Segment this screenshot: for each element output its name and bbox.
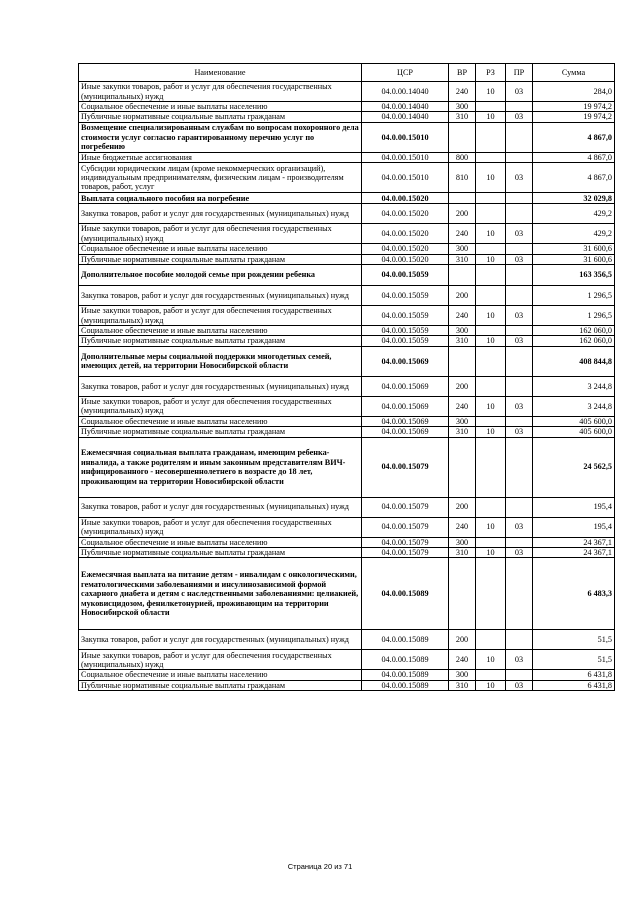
table-row [79, 548, 615, 558]
budget-table [78, 63, 615, 691]
cell-vr: 300 [449, 670, 476, 680]
cell-pr: 03 [506, 163, 533, 193]
cell-rz [476, 630, 506, 650]
table-row [79, 163, 615, 193]
header-name: Наименование [79, 64, 362, 82]
cell-csr: 04.0.00.15079 [362, 548, 449, 558]
cell-csr: 04.0.00.15059 [362, 306, 449, 326]
cell-pr [506, 558, 533, 630]
header-csr: ЦСР [362, 64, 449, 82]
cell-rz [476, 286, 506, 306]
table-row [79, 224, 615, 244]
cell-vr: 300 [449, 102, 476, 112]
cell-sum: 3 244,8 [533, 396, 615, 416]
cell-sum: 1 296,5 [533, 306, 615, 326]
cell-pr [506, 102, 533, 112]
table-row [79, 193, 615, 204]
table-row [79, 336, 615, 346]
cell-csr: 04.0.00.14040 [362, 112, 449, 122]
cell-name: Иные закупки товаров, работ и услуг для обеспечения государственных (муниципальных) нужд [79, 306, 362, 326]
cell-rz: 10 [476, 336, 506, 346]
cell-name: Возмещение специализированным службам по вопросам похоронного дела стоимости услуг согласно гарантированному перечню услуг по погребению [79, 122, 362, 152]
table-body [79, 82, 615, 691]
cell-csr: 04.0.00.15069 [362, 376, 449, 396]
cell-name: Закупка товаров, работ и услуг для государственных (муниципальных) нужд [79, 286, 362, 306]
cell-sum: 4 867,0 [533, 122, 615, 152]
cell-csr: 04.0.00.15020 [362, 224, 449, 244]
cell-pr: 03 [506, 254, 533, 264]
cell-vr: 310 [449, 254, 476, 264]
cell-pr [506, 286, 533, 306]
cell-vr: 200 [449, 376, 476, 396]
cell-pr: 03 [506, 517, 533, 537]
cell-rz: 10 [476, 224, 506, 244]
cell-sum: 1 296,5 [533, 286, 615, 306]
cell-vr: 800 [449, 152, 476, 162]
cell-name: Публичные нормативные социальные выплаты гражданам [79, 427, 362, 437]
cell-csr: 04.0.00.15089 [362, 630, 449, 650]
cell-name: Социальное обеспечение и иные выплаты населению [79, 326, 362, 336]
cell-csr: 04.0.00.15020 [362, 193, 449, 204]
cell-pr: 03 [506, 336, 533, 346]
header-sum: Сумма [533, 64, 615, 82]
table-row [79, 102, 615, 112]
cell-csr: 04.0.00.15079 [362, 537, 449, 547]
cell-sum: 284,0 [533, 82, 615, 102]
cell-csr: 04.0.00.15089 [362, 650, 449, 670]
cell-name: Закупка товаров, работ и услуг для государственных (муниципальных) нужд [79, 497, 362, 517]
cell-name: Ежемесячная выплата на питание детям - инвалидам с онкологическими, гематологическими заболеваниями и инсулинозависимой формой сахарного диабета и детям с наследственными заболеваниями: целиакией, муковисцидозом, фенилкетонурией, проживающим на территории Новосибирской области [79, 558, 362, 630]
cell-rz [476, 122, 506, 152]
cell-name: Публичные нормативные социальные выплаты гражданам [79, 336, 362, 346]
cell-sum: 405 600,0 [533, 416, 615, 426]
cell-sum: 162 060,0 [533, 326, 615, 336]
cell-sum: 4 867,0 [533, 152, 615, 162]
cell-vr [449, 346, 476, 376]
table-row [79, 204, 615, 224]
cell-rz [476, 102, 506, 112]
cell-csr: 04.0.00.15010 [362, 163, 449, 193]
cell-csr: 04.0.00.14040 [362, 102, 449, 112]
cell-sum: 51,5 [533, 650, 615, 670]
table-row [79, 376, 615, 396]
table-row [79, 152, 615, 162]
cell-pr [506, 630, 533, 650]
cell-rz [476, 558, 506, 630]
table-row [79, 517, 615, 537]
cell-csr: 04.0.00.15020 [362, 254, 449, 264]
cell-rz: 10 [476, 396, 506, 416]
cell-name: Выплата социального пособия на погребение [79, 193, 362, 204]
table-row [79, 244, 615, 254]
cell-name: Публичные нормативные социальные выплаты гражданам [79, 254, 362, 264]
cell-csr: 04.0.00.15089 [362, 670, 449, 680]
cell-pr [506, 376, 533, 396]
cell-name: Иные закупки товаров, работ и услуг для обеспечения государственных (муниципальных) нужд [79, 224, 362, 244]
cell-vr: 200 [449, 286, 476, 306]
table-row [79, 306, 615, 326]
cell-vr: 240 [449, 306, 476, 326]
cell-csr: 04.0.00.15010 [362, 122, 449, 152]
table-row [79, 680, 615, 690]
cell-rz [476, 346, 506, 376]
cell-vr: 240 [449, 82, 476, 102]
cell-pr [506, 416, 533, 426]
cell-vr: 300 [449, 326, 476, 336]
cell-pr [506, 346, 533, 376]
cell-vr [449, 265, 476, 286]
page-number: Страница 20 из 71 [287, 862, 353, 871]
cell-pr: 03 [506, 112, 533, 122]
cell-name: Дополнительные меры социальной поддержки многодетных семей, имеющих детей, на территории Новосибирской области [79, 346, 362, 376]
cell-sum: 19 974,2 [533, 102, 615, 112]
cell-sum: 19 974,2 [533, 112, 615, 122]
cell-vr: 300 [449, 244, 476, 254]
cell-pr: 03 [506, 680, 533, 690]
table-row [79, 427, 615, 437]
cell-name: Иные закупки товаров, работ и услуг для обеспечения государственных (муниципальных) нужд [79, 650, 362, 670]
cell-name: Иные закупки товаров, работ и услуг для обеспечения государственных (муниципальных) нужд [79, 82, 362, 102]
cell-rz: 10 [476, 427, 506, 437]
cell-vr: 240 [449, 224, 476, 244]
cell-rz [476, 244, 506, 254]
cell-csr: 04.0.00.15020 [362, 244, 449, 254]
cell-csr: 04.0.00.15089 [362, 558, 449, 630]
cell-pr: 03 [506, 396, 533, 416]
cell-rz [476, 152, 506, 162]
cell-pr [506, 537, 533, 547]
table-row [79, 558, 615, 630]
cell-rz: 10 [476, 163, 506, 193]
cell-name: Публичные нормативные социальные выплаты гражданам [79, 548, 362, 558]
cell-rz: 10 [476, 517, 506, 537]
cell-vr: 300 [449, 416, 476, 426]
table-row [79, 286, 615, 306]
cell-csr: 04.0.00.15089 [362, 680, 449, 690]
cell-name: Ежемесячная социальная выплата гражданам, имеющим ребенка-инвалида, а также родителям и иным законным представителям ВИЧ-инфицированного - несовершеннолетнего в возрасте до 18 лет, проживающим на территории Новосибирской области [79, 437, 362, 497]
cell-csr: 04.0.00.15079 [362, 497, 449, 517]
cell-csr: 04.0.00.15059 [362, 336, 449, 346]
cell-name: Социальное обеспечение и иные выплаты населению [79, 416, 362, 426]
cell-rz: 10 [476, 112, 506, 122]
cell-name: Социальное обеспечение и иные выплаты населению [79, 244, 362, 254]
cell-rz [476, 437, 506, 497]
header-rz: РЗ [476, 64, 506, 82]
cell-name: Социальное обеспечение и иные выплаты населению [79, 670, 362, 680]
cell-vr [449, 437, 476, 497]
cell-sum: 51,5 [533, 630, 615, 650]
cell-vr: 300 [449, 537, 476, 547]
cell-pr [506, 437, 533, 497]
cell-csr: 04.0.00.15059 [362, 326, 449, 336]
cell-pr [506, 326, 533, 336]
table-row [79, 416, 615, 426]
cell-sum: 195,4 [533, 517, 615, 537]
cell-vr: 240 [449, 517, 476, 537]
table-row [79, 254, 615, 264]
cell-rz [476, 265, 506, 286]
cell-pr [506, 204, 533, 224]
table-row [79, 396, 615, 416]
cell-name: Публичные нормативные социальные выплаты гражданам [79, 112, 362, 122]
cell-pr [506, 265, 533, 286]
cell-rz: 10 [476, 82, 506, 102]
table-header-row [79, 64, 615, 82]
header-pr: ПР [506, 64, 533, 82]
cell-csr: 04.0.00.14040 [362, 82, 449, 102]
cell-rz: 10 [476, 254, 506, 264]
cell-vr: 240 [449, 650, 476, 670]
cell-csr: 04.0.00.15069 [362, 427, 449, 437]
cell-pr [506, 244, 533, 254]
cell-sum: 6 483,3 [533, 558, 615, 630]
document-page [78, 63, 614, 691]
cell-sum: 405 600,0 [533, 427, 615, 437]
cell-sum: 6 431,8 [533, 670, 615, 680]
cell-vr: 240 [449, 396, 476, 416]
cell-pr: 03 [506, 427, 533, 437]
cell-rz: 10 [476, 548, 506, 558]
cell-pr: 03 [506, 224, 533, 244]
cell-sum: 24 367,1 [533, 548, 615, 558]
cell-rz [476, 416, 506, 426]
cell-vr: 310 [449, 427, 476, 437]
cell-rz [476, 204, 506, 224]
cell-pr: 03 [506, 82, 533, 102]
cell-sum: 163 356,5 [533, 265, 615, 286]
cell-rz: 10 [476, 650, 506, 670]
cell-name: Иные бюджетные ассигнования [79, 152, 362, 162]
cell-rz [476, 326, 506, 336]
cell-sum: 429,2 [533, 224, 615, 244]
cell-rz: 10 [476, 680, 506, 690]
table-row [79, 650, 615, 670]
cell-vr: 200 [449, 497, 476, 517]
cell-name: Закупка товаров, работ и услуг для государственных (муниципальных) нужд [79, 376, 362, 396]
cell-name: Закупка товаров, работ и услуг для государственных (муниципальных) нужд [79, 630, 362, 650]
cell-csr: 04.0.00.15069 [362, 416, 449, 426]
cell-vr: 310 [449, 548, 476, 558]
cell-name: Иные закупки товаров, работ и услуг для обеспечения государственных (муниципальных) нужд [79, 396, 362, 416]
cell-csr: 04.0.00.15059 [362, 265, 449, 286]
cell-pr [506, 122, 533, 152]
cell-csr: 04.0.00.15020 [362, 204, 449, 224]
cell-vr: 310 [449, 680, 476, 690]
cell-csr: 04.0.00.15069 [362, 396, 449, 416]
cell-pr [506, 497, 533, 517]
cell-csr: 04.0.00.15010 [362, 152, 449, 162]
cell-rz [476, 537, 506, 547]
cell-pr [506, 152, 533, 162]
cell-pr: 03 [506, 650, 533, 670]
cell-sum: 6 431,8 [533, 680, 615, 690]
cell-csr: 04.0.00.15079 [362, 517, 449, 537]
table-row [79, 346, 615, 376]
header-vr: ВР [449, 64, 476, 82]
cell-vr: 200 [449, 630, 476, 650]
cell-vr: 810 [449, 163, 476, 193]
cell-vr: 310 [449, 112, 476, 122]
cell-rz [476, 670, 506, 680]
table-row [79, 82, 615, 102]
table-row [79, 326, 615, 336]
cell-pr: 03 [506, 548, 533, 558]
cell-csr: 04.0.00.15079 [362, 437, 449, 497]
cell-rz [476, 193, 506, 204]
cell-sum: 408 844,8 [533, 346, 615, 376]
table-row [79, 497, 615, 517]
cell-vr [449, 193, 476, 204]
cell-sum: 31 600,6 [533, 254, 615, 264]
cell-vr: 200 [449, 204, 476, 224]
cell-rz: 10 [476, 306, 506, 326]
table-row [79, 537, 615, 547]
cell-sum: 4 867,0 [533, 163, 615, 193]
cell-sum: 195,4 [533, 497, 615, 517]
cell-name: Публичные нормативные социальные выплаты гражданам [79, 680, 362, 690]
cell-name: Социальное обеспечение и иные выплаты населению [79, 537, 362, 547]
table-row [79, 265, 615, 286]
table-row [79, 630, 615, 650]
cell-sum: 3 244,8 [533, 376, 615, 396]
cell-sum: 24 367,1 [533, 537, 615, 547]
cell-name: Субсидии юридическим лицам (кроме некоммерческих организаций), индивидуальным предпринимателям, физическим лицам - производителям товаров, работ, услуг [79, 163, 362, 193]
cell-pr: 03 [506, 306, 533, 326]
cell-csr: 04.0.00.15069 [362, 346, 449, 376]
cell-sum: 32 029,8 [533, 193, 615, 204]
cell-sum: 429,2 [533, 204, 615, 224]
cell-rz [476, 376, 506, 396]
cell-sum: 162 060,0 [533, 336, 615, 346]
cell-vr [449, 558, 476, 630]
table-row [79, 122, 615, 152]
cell-csr: 04.0.00.15059 [362, 286, 449, 306]
cell-pr [506, 670, 533, 680]
cell-sum: 31 600,6 [533, 244, 615, 254]
cell-name: Социальное обеспечение и иные выплаты населению [79, 102, 362, 112]
table-row [79, 670, 615, 680]
cell-vr [449, 122, 476, 152]
cell-sum: 24 562,5 [533, 437, 615, 497]
cell-rz [476, 497, 506, 517]
table-row [79, 437, 615, 497]
cell-vr: 310 [449, 336, 476, 346]
cell-name: Иные закупки товаров, работ и услуг для обеспечения государственных (муниципальных) нужд [79, 517, 362, 537]
cell-pr [506, 193, 533, 204]
table-row [79, 112, 615, 122]
cell-name: Закупка товаров, работ и услуг для государственных (муниципальных) нужд [79, 204, 362, 224]
cell-name: Дополнительное пособие молодой семье при рождении ребенка [79, 265, 362, 286]
